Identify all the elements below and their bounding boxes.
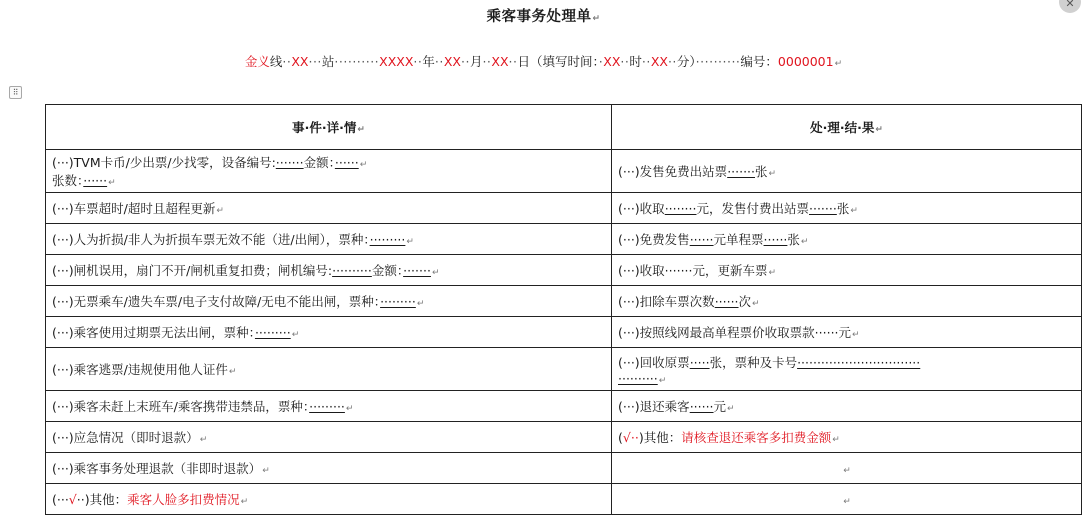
- header-results: 处·理·结·果↵: [612, 105, 1082, 150]
- result-cell: (···)发售免费出站票·······张↵: [612, 150, 1082, 193]
- table-row: [46, 391, 1082, 422]
- table-row: [46, 193, 1082, 224]
- result-cell: (···)免费发售······元单程票······张↵: [612, 224, 1082, 255]
- detail-cell: (···)TVM卡币/少出票/少找零，设备编号:·······金额：······↵ 张数：······↵: [46, 150, 612, 193]
- detail-cell: (···)乘客使用过期票无法出闸，票种：·········↵: [46, 317, 612, 348]
- table-row: [46, 317, 1082, 348]
- table-row: [46, 422, 1082, 453]
- result-cell: ↵: [612, 484, 1082, 515]
- result-cell: (···)回收原票·····张，票种及卡号······························· ··········↵: [612, 348, 1082, 391]
- table-row: [46, 348, 1082, 391]
- detail-cell: (···)人为折损/非人为折损车票无效不能（进/出闸），票种：·········↵: [46, 224, 612, 255]
- form-title: 乘客事务处理单↵: [486, 9, 601, 25]
- table-row: [46, 286, 1082, 317]
- detail-cell: (···√··)其他：乘客人脸多扣费情况↵: [46, 484, 612, 515]
- detail-cell: (···)无票乘车/遗失车票/电子支付故障/无电不能出闸，票种：·········↵: [46, 286, 612, 317]
- table-row: [46, 150, 1082, 193]
- table-row: [46, 224, 1082, 255]
- detail-cell: (···)车票超时/超时且超程更新↵: [46, 193, 612, 224]
- detail-cell: (···)乘客事务处理退款（非即时退款）↵: [46, 453, 612, 484]
- table-move-handle[interactable]: ⠿: [9, 86, 22, 99]
- result-cell: (···)收取········元，发售付费出站票·······张↵: [612, 193, 1082, 224]
- close-icon[interactable]: ✕: [1059, 0, 1081, 13]
- detail-cell: (···)闸机误用，扇门不开/闸机重复扣费；闸机编号:··········金额：·······↵: [46, 255, 612, 286]
- result-cell: (···)按照线网最高单程票价收取票款······元↵: [612, 317, 1082, 348]
- table-header-row: [46, 105, 1082, 150]
- table-row: [46, 255, 1082, 286]
- detail-cell: (···)乘客逃票/违规使用他人证件↵: [46, 348, 612, 391]
- header-details: 事·件·详·情↵: [46, 105, 612, 150]
- result-cell: (···)收取·······元，更新车票↵: [612, 255, 1082, 286]
- incident-table: [45, 104, 1082, 515]
- table-row: [46, 453, 1082, 484]
- form-meta-line: 金义线··XX···站··········XXXX··年··XX··月··XX··日（填写时间：·XX··时··XX··分）··········编号：0000001↵: [244, 54, 843, 69]
- result-cell: (···)退还乘客······元↵: [612, 391, 1082, 422]
- result-cell: (√··)其他：请核查退还乘客多扣费金额↵: [612, 422, 1082, 453]
- detail-cell: (···)应急情况（即时退款）↵: [46, 422, 612, 453]
- result-cell: ↵: [612, 453, 1082, 484]
- result-cell: (···)扣除车票次数······次↵: [612, 286, 1082, 317]
- table-row: [46, 484, 1082, 515]
- detail-cell: (···)乘客未赶上末班车/乘客携带违禁品，票种：·········↵: [46, 391, 612, 422]
